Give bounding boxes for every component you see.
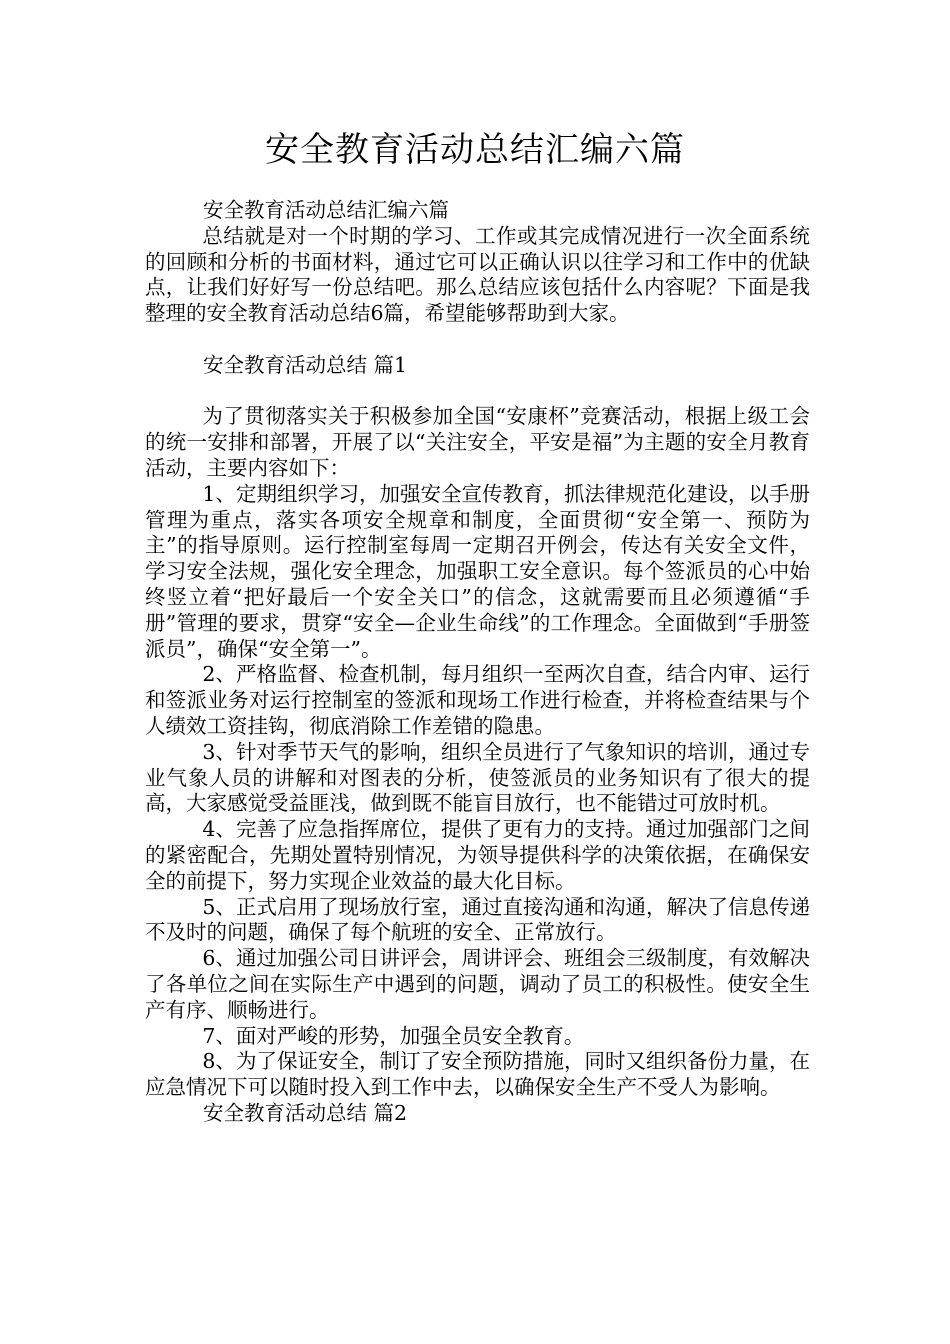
intro-paragraph: 总结就是对一个时期的学习、工作或其完成情况进行一次全面系统的回顾和分析的书面材料，通过它可以正确认识以往学习和工作中的优缺点，让我们好好写一份总结吧。那么总结应该包括什么内容呢？下面是我整理的安全教育活动总结6篇，希望能够帮助到大家。: [145, 223, 810, 326]
list-item-4: 4、完善了应急指挥席位，提供了更有力的支持。通过加强部门之间的紧密配合，先期处置特别情况，为领导提供科学的决策依据，在确保安全的前提下，努力实现企业效益的最大化目标。: [145, 817, 810, 893]
list-item-6: 6、通过加强公司日讲评会，周讲评会、班组会三级制度，有效解决了各单位之间在实际生产中遇到的问题，调动了员工的积极性。使安全生产有序、顺畅进行。: [145, 946, 810, 1022]
list-item-3: 3、针对季节天气的影响，组织全员进行了气象知识的培训，通过专业气象人员的讲解和对图表的分析，使签派员的业务知识有了很大的提高，大家感觉受益匪浅，做到既不能盲目放行，也不能错过可放时机。: [145, 739, 810, 816]
document-body: [145, 198, 810, 1127]
blank-line: [145, 327, 810, 353]
list-item-1: 1、定期组织学习，加强安全宣传教育，抓法律规范化建设，以手册管理为重点，落实各项安全规章和制度，全面贯彻“安全第一、预防为主”的指导原则。运行控制室每周一定期召开例会，传达有关安全文件，学习安全法规，强化安全理念，加强职工安全意识。每个签派员的心中始终竖立着“把好最后一个安全关口”的信念，这就需要而且必须遵循“手册”管理的要求，贯穿“安全—企业生命线”的工作理念。全面做到“手册签派员”，确保“安全第一”。: [145, 481, 810, 661]
section-1-intro: 为了贯彻落实关于积极参加全国“安康杯”竞赛活动，根据上级工会的统一安排和部署，开展了以“关注安全，平安是福”为主题的安全月教育活动，主要内容如下：: [145, 404, 810, 480]
list-item-2: 2、严格监督、检查机制，每月组织一至两次自查，结合内审、运行和签派业务对运行控制室的签派和现场工作进行检查，并将检查结果与个人绩效工资挂钩，彻底消除工作差错的隐患。: [145, 662, 810, 738]
list-item-7: 7、面对严峻的形势，加强全员安全教育。: [202, 1023, 585, 1048]
section-heading-1: 安全教育活动总结 篇1: [203, 352, 408, 377]
document-title: 安全教育活动总结汇编六篇: [265, 130, 685, 170]
list-item-8: 8、为了保证安全，制订了安全预防措施，同时又组织备份力量，在应急情况下可以随时投入到工作中去，以确保安全生产不受人为影响。: [145, 1049, 810, 1100]
section-heading-2: 安全教育活动总结 篇2: [203, 1100, 408, 1125]
blank-line: [145, 379, 810, 405]
document-subtitle: 安全教育活动总结汇编六篇: [203, 198, 449, 222]
list-item-5: 5、正式启用了现场放行室，通过直接沟通和沟通，解决了信息传递不及时的问题，确保了每个航班的安全、正常放行。: [145, 894, 810, 945]
